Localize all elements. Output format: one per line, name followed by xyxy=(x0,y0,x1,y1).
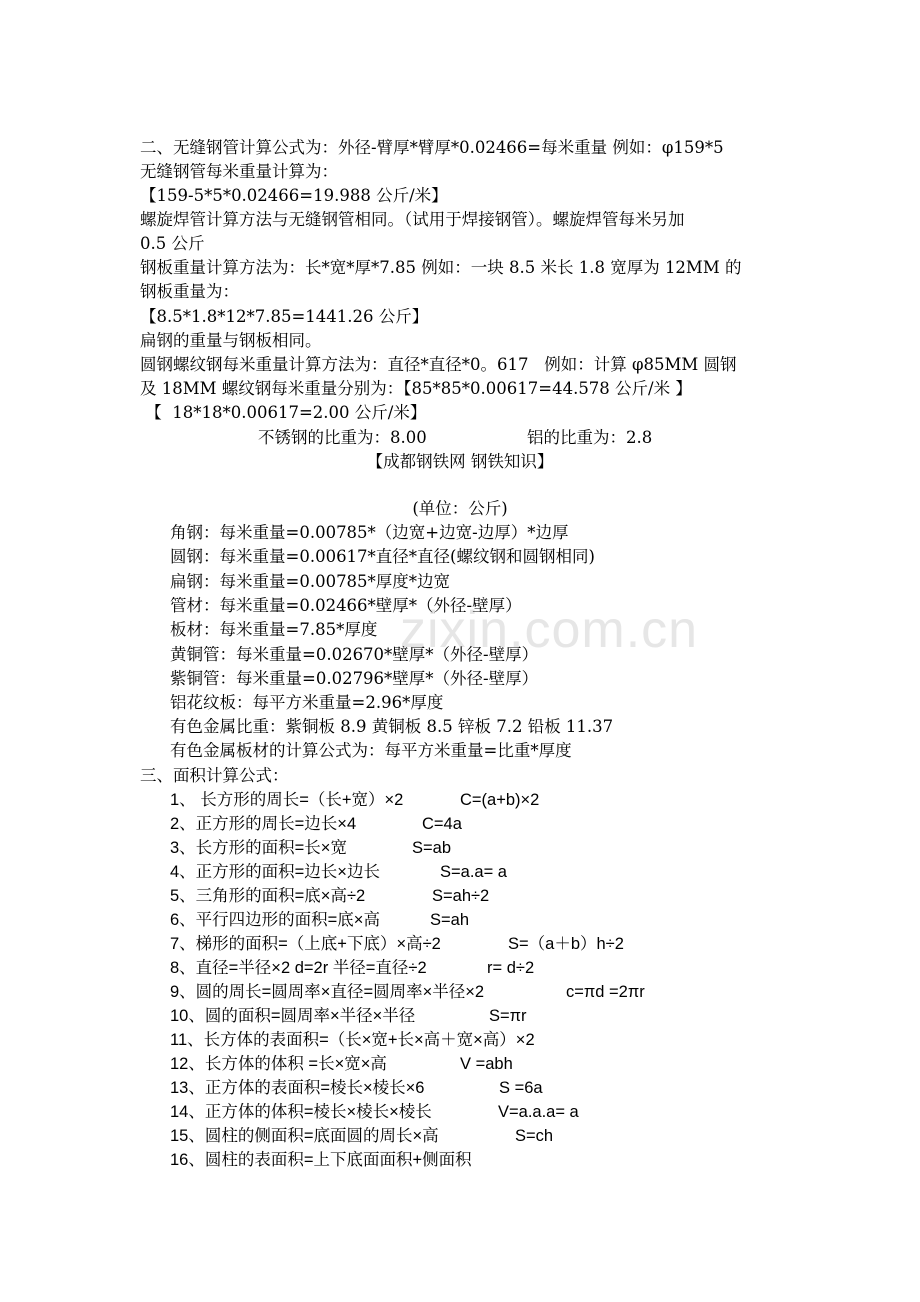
formula-line: 紫铜管：每米重量=0.02796*壁厚*（外径-壁厚） xyxy=(170,669,539,688)
area-item-formula: V=a.a.a= a xyxy=(498,1103,579,1121)
area-item-text: 6、平行四边形的面积=底×高 xyxy=(170,911,380,929)
stainless-density: 不锈钢的比重为：8.00 xyxy=(258,428,427,447)
steel-line-4: 螺旋焊管计算方法与无缝钢管相同。（试用于焊接钢管）。螺旋焊管每米另加 xyxy=(140,210,685,229)
formula-line: 管材：每米重量=0.02466*壁厚*（外径-壁厚） xyxy=(170,596,522,615)
formula-line: 黄铜管：每米重量=0.02670*壁厚*（外径-壁厚） xyxy=(170,645,539,664)
area-item-text: 2、正方形的周长=边长×4 xyxy=(170,815,357,833)
area-item-formula: c=πd =2πr xyxy=(566,983,645,1001)
formula-line: 扁钢：每米重量=0.00785*厚度*边宽 xyxy=(170,572,451,591)
aluminium-density: 铝的比重为：2.8 xyxy=(527,428,653,447)
watermark: zixin.com.cn xyxy=(400,601,699,659)
steel-line-5: 0.5 公斤 xyxy=(140,234,205,253)
area-item-text: 4、正方形的面积=边长×边长 xyxy=(170,863,380,881)
area-item-formula: S=ah÷2 xyxy=(432,887,490,905)
area-item-text: 15、圆柱的侧面积=底面圆的周长×高 xyxy=(170,1127,439,1145)
steel-line-10: 圆钢螺纹钢每米重量计算方法为：直径*直径*0。617 例如：计算 φ85MM 圆钢 xyxy=(140,355,737,374)
unit-label: (单位：公斤) xyxy=(412,499,508,518)
formula-line: 圆钢：每米重量=0.00617*直径*直径(螺纹钢和圆钢相同) xyxy=(170,547,595,566)
area-item-formula: C=(a+b)×2 xyxy=(460,791,540,809)
area-item-formula: S=ch xyxy=(515,1127,554,1145)
area-item-text: 3、长方形的面积=长×宽 xyxy=(170,839,347,857)
area-item-formula: S =6a xyxy=(499,1079,543,1097)
area-item-text: 10、圆的面积=圆周率×半径×半径 xyxy=(170,1007,416,1025)
steel-line-6: 钢板重量计算方法为：长*宽*厚*7.85 例如：一块 8.5 米长 1.8 宽厚为 12MM 的 xyxy=(140,258,742,277)
source-note: 【成都钢铁网 钢铁知识】 xyxy=(366,452,554,471)
area-item-text: 11、长方体的表面积=（长×宽+长×高＋宽×高）×2 xyxy=(170,1031,535,1049)
area-item-formula: S=πr xyxy=(489,1007,527,1025)
steel-line-8: 【8.5*1.8*12*7.85=1441.26 公斤】 xyxy=(140,307,429,326)
area-item-text: 9、圆的周长=圆周率×直径=圆周率×半径×2 xyxy=(170,983,485,1001)
steel-line-9: 扁钢的重量与钢板相同。 xyxy=(140,331,322,350)
area-item-text: 12、长方体的体积 =长×宽×高 xyxy=(170,1055,387,1073)
formula-line: 有色金属板材的计算公式为：每平方米重量=比重*厚度 xyxy=(170,741,572,760)
area-item-formula: S=ah xyxy=(430,911,469,929)
area-item-formula: S=ab xyxy=(412,839,451,857)
steel-line-7: 钢板重量为： xyxy=(140,282,239,301)
area-item-formula: r= d÷2 xyxy=(487,959,535,977)
area-item-formula: V =abh xyxy=(460,1055,513,1073)
area-item-formula: S=（a＋b）h÷2 xyxy=(508,935,624,953)
formula-line: 有色金属比重：紫铜板 8.9 黄铜板 8.5 锌板 7.2 铅板 11.37 xyxy=(170,717,614,736)
steel-line-2: 无缝钢管每米重量计算为： xyxy=(140,162,338,181)
area-item-text: 13、正方体的表面积=棱长×棱长×6 xyxy=(170,1079,425,1097)
formula-line: 板材：每米重量=7.85*厚度 xyxy=(170,620,378,639)
area-item-text: 1、 长方形的周长=（长+宽）×2 xyxy=(170,791,404,809)
area-heading: 三、面积计算公式： xyxy=(140,766,289,785)
area-item-text: 7、梯形的面积=（上底+下底）×高÷2 xyxy=(170,935,441,953)
area-item-text: 16、圆柱的表面积=上下底面面积+侧面积 xyxy=(170,1151,472,1169)
formula-line: 铝花纹板：每平方米重量=2.96*厚度 xyxy=(170,693,444,712)
area-item-text: 14、正方体的体积=棱长×棱长×棱长 xyxy=(170,1103,432,1121)
steel-line-12: 【 18*18*0.00617=2.00 公斤/米】 xyxy=(140,403,427,422)
area-item-formula: C=4a xyxy=(422,815,462,833)
area-item-formula: S=a.a= a xyxy=(440,863,507,881)
steel-line-11: 及 18MM 螺纹钢每米重量分别为：【85*85*0.00617=44.578 公斤/米 】 xyxy=(140,379,692,398)
area-item-text: 5、三角形的面积=底×高÷2 xyxy=(170,887,366,905)
area-item-text: 8、直径=半径×2 d=2r 半径=直径÷2 xyxy=(170,959,427,977)
steel-line-1: 二、无缝钢管计算公式为：外径-臂厚*臂厚*0.02466=每米重量 例如：φ159*5 xyxy=(140,138,724,157)
steel-line-3: 【159-5*5*0.02466=19.988 公斤/米】 xyxy=(140,186,448,205)
formula-line: 角钢：每米重量=0.00785*（边宽+边宽-边厚）*边厚 xyxy=(170,523,569,542)
